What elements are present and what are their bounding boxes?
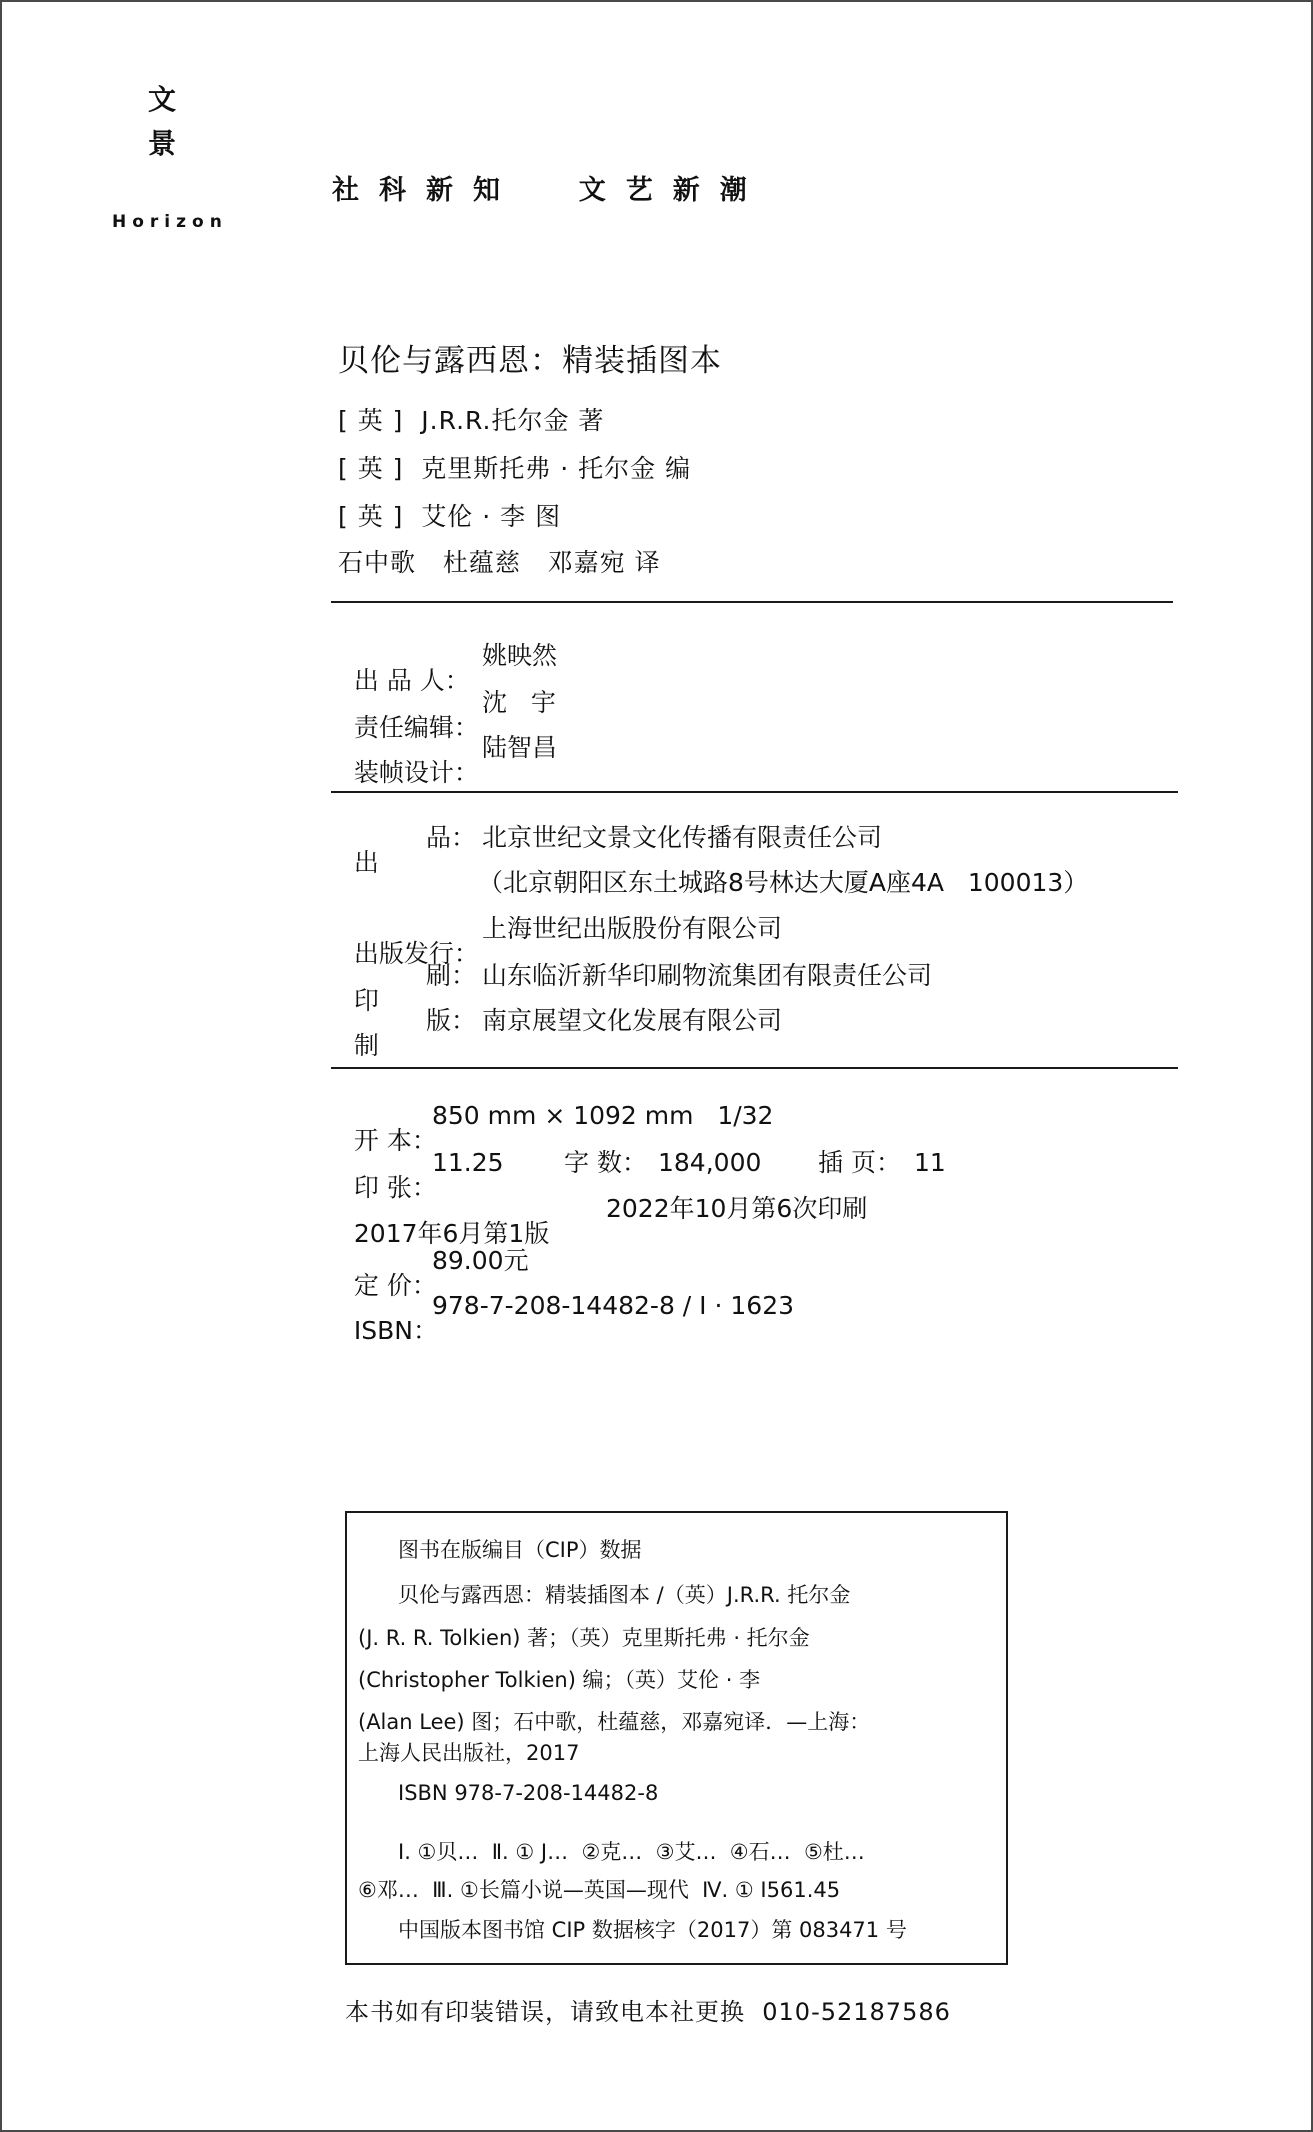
imprint-slogan: 社科新知 文艺新潮 <box>332 175 767 206</box>
spec-value: 184,000 <box>658 1148 762 1177</box>
credit-illustrator: [ 英 ] 艾伦 · 李 图 <box>338 502 562 531</box>
cip-line: (J. R. R. Tolkien) 著；（英）克里斯托弗 · 托尔金 <box>358 1626 810 1650</box>
spec-printing-text: 2022年10月第6次印刷 <box>606 1194 868 1223</box>
pub-row-plate <box>338 1006 783 1108</box>
staff-label: 出 品 人： <box>353 666 470 695</box>
imprint-logo-char-1: 文 <box>148 83 177 116</box>
staff-value: 沈 宇 <box>482 688 556 717</box>
spec-value: 11 <box>914 1148 946 1177</box>
imprint-logo-char-2: 景 <box>148 127 177 160</box>
spec-label: 开 本： <box>353 1126 437 1155</box>
spec-edition-text: 2017年6月第1版 <box>353 1219 550 1248</box>
cip-classification: ⑥邓… Ⅲ. ①长篇小说—英国—现代 Ⅳ. ① I561.45 <box>358 1878 841 1902</box>
spec-value: 850 mm × 1092 mm 1/32 <box>432 1101 774 1130</box>
pub-value: 上海世纪出版股份有限公司 <box>482 914 783 943</box>
spec-label: 字 数： <box>564 1148 647 1177</box>
staff-label: 装帧设计： <box>353 758 479 787</box>
pub-label-b: 刷： <box>426 961 477 990</box>
spec-label: 插 页： <box>818 1148 901 1177</box>
cip-isbn: ISBN 978-7-208-14482-8 <box>398 1781 659 1805</box>
cip-line: (Alan Lee) 图；石中歌，杜蕴慈，邓嘉宛译．—上海： <box>358 1710 871 1734</box>
imprint-logo-en: Horizon <box>112 212 228 232</box>
cip-line: (Christopher Tolkien) 编；（英）艾伦 · 李 <box>358 1668 761 1692</box>
pub-label-b: 版： <box>426 1006 477 1035</box>
credit-editor: [ 英 ] 克里斯托弗 · 托尔金 编 <box>338 454 692 483</box>
spec-label: 定 价： <box>353 1271 437 1300</box>
staff-label: 责任编辑： <box>353 713 479 742</box>
pub-label-a: 制 <box>353 1031 379 1060</box>
credit-author: [ 英 ] J.R.R.托尔金 著 <box>338 406 605 435</box>
staff-value: 姚映然 <box>482 641 558 670</box>
pub-address: （北京朝阳区东土城路8号林达大厦A座4A 100013） <box>478 868 1089 897</box>
pub-label-a: 出 <box>353 848 379 877</box>
pub-label-b: 品： <box>426 823 477 852</box>
pub-label-a: 印 <box>353 986 379 1015</box>
staff-row-designer <box>338 733 558 810</box>
misprint-notice: 本书如有印装错误，请致电本社更换 010-52187586 <box>345 1998 951 2026</box>
pub-value: 山东临沂新华印刷物流集团有限责任公司 <box>482 961 933 990</box>
pub-label-a: 出版发行： <box>353 939 479 968</box>
spec-isbn <box>338 1291 795 1368</box>
pub-value: 南京展望文化发展有限公司 <box>482 1006 783 1035</box>
divider-3 <box>331 1067 1178 1069</box>
divider-1 <box>331 601 1173 603</box>
pub-value: 北京世纪文景文化传播有限责任公司 <box>482 823 883 852</box>
divider-2 <box>331 791 1178 793</box>
spec-value: 978-7-208-14482-8 / I · 1623 <box>432 1291 795 1320</box>
spec-value: 11.25 <box>432 1148 504 1177</box>
cip-line: 贝伦与露西恩：精装插图本 /（英）J.R.R. 托尔金 <box>398 1583 851 1607</box>
pub-row-address <box>338 868 1089 920</box>
staff-value: 陆智昌 <box>482 733 558 762</box>
credit-translators: 石中歌 杜蕴慈 邓嘉宛 译 <box>338 548 661 577</box>
spec-label: ISBN： <box>353 1316 439 1345</box>
book-title: 贝伦与露西恩：精装插图本 <box>338 343 722 379</box>
cip-verification: 中国版本图书馆 CIP 数据核字（2017）第 083471 号 <box>398 1918 907 1942</box>
cip-line: 上海人民出版社，2017 <box>358 1741 580 1765</box>
spec-value: 89.00元 <box>432 1246 529 1275</box>
spec-label: 印 张： <box>353 1173 437 1202</box>
cip-heading: 图书在版编目（CIP）数据 <box>398 1538 642 1562</box>
cip-classification: Ⅰ. ①贝… Ⅱ. ① J… ②克… ③艾… ④石… ⑤杜… <box>398 1840 865 1864</box>
